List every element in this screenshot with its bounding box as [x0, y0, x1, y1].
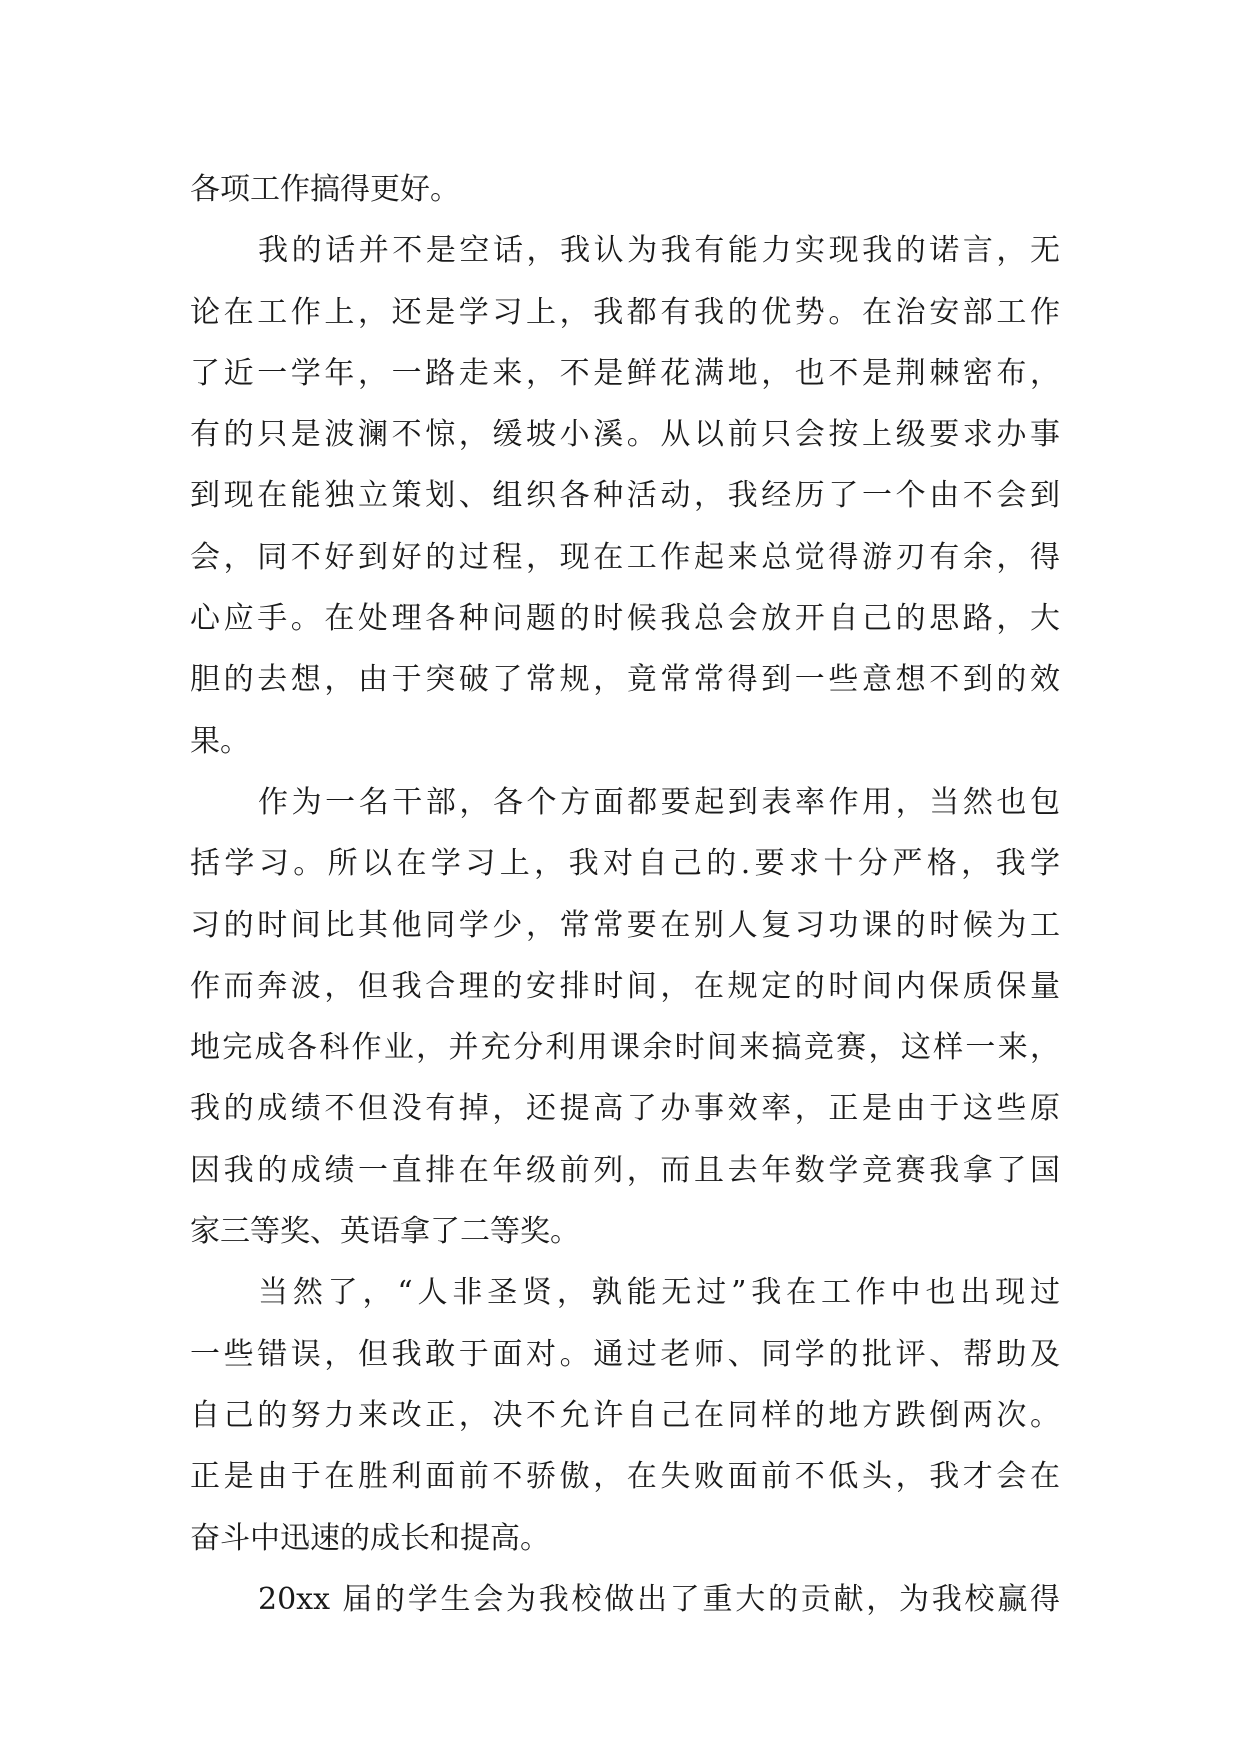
text-line: 有的只是波澜不惊，缓坡小溪。从以前只会按上级要求办事 [190, 417, 1060, 453]
document-body [190, 159, 1060, 1630]
text-line: 作而奔波，但我合理的安排时间，在规定的时间内保质保量 [190, 968, 1060, 1004]
text-line: 因我的成绩一直排在年级前列，而且去年数学竞赛我拿了国 [190, 1152, 1060, 1188]
text-line: 地完成各科作业，并充分利用课余时间来搞竞赛，这样一来， [190, 1030, 1060, 1066]
text-line: 20xx 届的学生会为我校做出了重大的贡献，为我校赢得 [258, 1581, 1060, 1617]
text-line: 会，同不好到好的过程，现在工作起来总觉得游刃有余，得 [190, 539, 1060, 575]
text-line: 心应手。在处理各种问题的时候我总会放开自己的思路，大 [190, 601, 1060, 637]
text-line: 到现在能独立策划、组织各种活动，我经历了一个由不会到 [190, 478, 1060, 514]
text-line: 当然了，“人非圣贤，孰能无过”我在工作中也出现过 [258, 1275, 1060, 1311]
text-line: 正是由于在胜利面前不骄傲，在失败面前不低头，我才会在 [190, 1459, 1060, 1495]
text-line: 果。 [190, 723, 250, 759]
text-line: 了近一学年，一路走来，不是鲜花满地，也不是荆棘密布， [190, 355, 1060, 391]
text-line: 习的时间比其他同学少，常常要在别人复习功课的时候为工 [190, 907, 1060, 943]
text-line: 一些错误，但我敢于面对。通过老师、同学的批评、帮助及 [190, 1336, 1060, 1372]
text-line: 我的话并不是空话，我认为我有能力实现我的诺言，无 [258, 233, 1060, 269]
text-line: 自己的努力来改正，决不允许自己在同样的地方跌倒两次。 [190, 1397, 1060, 1433]
text-line: 作为一名干部，各个方面都要起到表率作用，当然也包 [258, 784, 1060, 820]
text-line: 我的成绩不但没有掉，还提高了办事效率，正是由于这些原 [190, 1091, 1060, 1127]
text-line: 各项工作搞得更好。 [190, 172, 460, 207]
text-line: 奋斗中迅速的成长和提高。 [190, 1520, 550, 1556]
text-line: 括学习。所以在学习上，我对自己的.要求十分严格，我学 [190, 846, 1060, 882]
text-line: 胆的去想，由于突破了常规，竟常常得到一些意想不到的效 [190, 662, 1060, 698]
text-line: 论在工作上，还是学习上，我都有我的优势。在治安部工作 [190, 294, 1060, 330]
text-line: 家三等奖、英语拿了二等奖。 [190, 1214, 580, 1250]
